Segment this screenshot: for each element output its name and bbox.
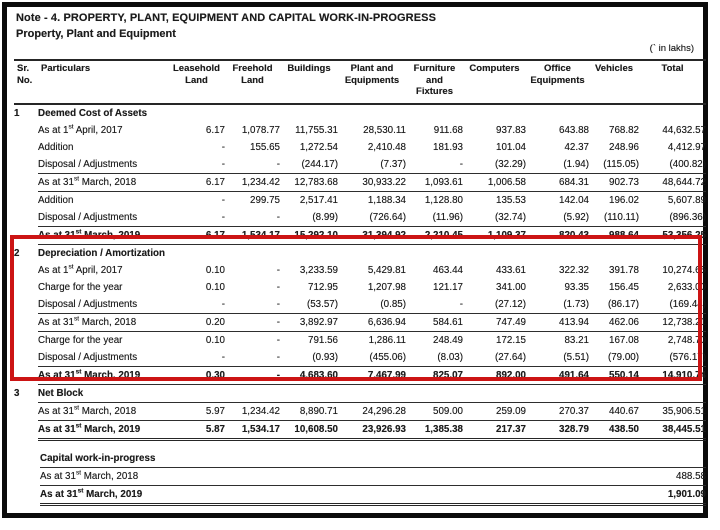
cell-value: (1.94) xyxy=(563,159,589,170)
cell-value: (896.36) xyxy=(669,212,706,223)
cell-value: 0.10 xyxy=(205,265,225,276)
cell-value: (32.29) xyxy=(494,159,526,170)
cell-value: 101.04 xyxy=(496,142,526,153)
sr-cell xyxy=(14,349,38,367)
cell-value: 1,093.61 xyxy=(406,174,463,192)
cell-value: 1,901.09 xyxy=(667,489,706,500)
table-row xyxy=(14,174,706,192)
cell-value: (455.06) xyxy=(369,352,406,363)
cell-value: 135.53 xyxy=(496,195,526,206)
cell-value: 988.64 xyxy=(589,227,639,245)
column-header: Plant and Equipments xyxy=(338,60,406,104)
sr-cell xyxy=(14,262,38,279)
cell-value: 4,412.97 xyxy=(667,142,706,153)
row-label: Addition xyxy=(38,142,74,153)
row-label: Disposal / Adjustments xyxy=(38,212,138,223)
table-row xyxy=(14,156,706,174)
cell-value: 2,517.41 xyxy=(299,195,338,206)
cell-value: 1,109.37 xyxy=(463,227,526,245)
sr-cell xyxy=(14,192,38,210)
row-label: As at 31st March, 2018 xyxy=(38,314,168,332)
cell-value: - xyxy=(221,212,225,223)
cell-value: 463.44 xyxy=(433,265,463,276)
sr-cell xyxy=(14,227,38,245)
row-label: Disposal / Adjustments xyxy=(38,159,138,170)
sr-cell xyxy=(14,209,38,227)
section-number: 1 xyxy=(14,108,20,119)
table-header xyxy=(14,60,706,104)
cell-value: (576.17) xyxy=(669,352,706,363)
cwip-block xyxy=(40,450,706,506)
cell-value: (0.93) xyxy=(312,352,338,363)
cell-value: (726.64) xyxy=(369,212,406,223)
cell-value: (7.37) xyxy=(380,159,406,170)
document-frame xyxy=(2,2,708,518)
cell-value: 5.97 xyxy=(168,403,225,421)
cell-value: 1,385.38 xyxy=(406,421,463,440)
cwip-rows xyxy=(40,468,706,506)
cell-value: 712.95 xyxy=(308,282,338,293)
section-heading: Depreciation / Amortization xyxy=(38,248,166,259)
cell-value: 14,910.74 xyxy=(639,367,706,385)
cell-value: 53,356.25 xyxy=(639,227,706,245)
cell-value: (400.82) xyxy=(669,159,706,170)
cell-value: 6,636.94 xyxy=(338,314,406,332)
column-header: Office Equipments xyxy=(526,60,589,104)
cell-value: 7,467.99 xyxy=(338,367,406,385)
cell-value: 155.65 xyxy=(250,142,280,153)
cell-value: 584.61 xyxy=(406,314,463,332)
cell-value: 8,890.71 xyxy=(280,403,338,421)
cell-value: (5.51) xyxy=(563,352,589,363)
cell-value: - xyxy=(225,314,280,332)
row-label: Charge for the year xyxy=(38,282,123,293)
cell-value: 259.09 xyxy=(463,403,526,421)
cell-value: 488.58 xyxy=(676,471,706,482)
cell-value: 0.10 xyxy=(205,282,225,293)
cell-value: 12,783.68 xyxy=(280,174,338,192)
cell-value: - xyxy=(225,367,280,385)
cell-value: (27.64) xyxy=(494,352,526,363)
section-header-row xyxy=(14,245,706,263)
column-header: Furniture and Fixtures xyxy=(406,60,463,104)
sr-cell xyxy=(14,122,38,139)
cell-value: 550.14 xyxy=(589,367,639,385)
cell-value: 937.83 xyxy=(496,125,526,136)
cell-value: - xyxy=(221,299,225,310)
cell-value: 142.04 xyxy=(559,195,589,206)
cell-value: 391.78 xyxy=(609,265,639,276)
cell-value: 30,933.22 xyxy=(338,174,406,192)
cwip-row xyxy=(40,486,706,506)
cell-value: 1,234.42 xyxy=(225,174,280,192)
cell-value: 10,608.50 xyxy=(280,421,338,440)
row-label: As at 1st April, 2017 xyxy=(38,123,123,136)
section-header-row xyxy=(14,104,706,122)
cell-value: 44,632.57 xyxy=(662,125,706,136)
sr-cell xyxy=(14,403,38,421)
cell-value: 6.17 xyxy=(168,227,225,245)
table-row xyxy=(14,139,706,156)
row-label: As at 31st March, 2019 xyxy=(38,367,168,385)
cell-value: 684.31 xyxy=(526,174,589,192)
cell-value: 5,429.81 xyxy=(367,265,406,276)
sr-cell xyxy=(14,332,38,350)
cell-value: - xyxy=(276,299,280,310)
cell-value: 1,006.58 xyxy=(463,174,526,192)
table-row xyxy=(14,314,706,332)
cell-value: 820.43 xyxy=(526,227,589,245)
cell-value: 1,234.42 xyxy=(225,403,280,421)
section-subtitle: Property, Plant and Equipment xyxy=(16,28,176,40)
cell-value: - xyxy=(221,159,225,170)
row-label: Charge for the year xyxy=(38,335,123,346)
section-number: 2 xyxy=(14,247,20,259)
cell-value: - xyxy=(276,159,280,170)
cell-value: 2,748.70 xyxy=(667,335,706,346)
table-row xyxy=(14,296,706,314)
row-label: Addition xyxy=(38,195,74,206)
column-header: Leasehold Land xyxy=(168,60,225,104)
row-label: As at 31st March, 2018 xyxy=(38,403,168,421)
sr-cell xyxy=(14,296,38,314)
cwip-heading: Capital work-in-progress xyxy=(40,450,706,468)
cell-value: (11.96) xyxy=(432,212,463,223)
cell-value: 181.93 xyxy=(433,142,463,153)
cell-value: 825.07 xyxy=(406,367,463,385)
cell-value: - xyxy=(459,299,463,310)
row-label: Disposal / Adjustments xyxy=(38,299,138,310)
cell-value: 438.50 xyxy=(589,421,639,440)
cell-value: (169.44) xyxy=(669,299,706,310)
cell-value: 509.00 xyxy=(406,403,463,421)
cell-value: (53.57) xyxy=(306,299,338,310)
cell-value: 433.61 xyxy=(496,265,526,276)
document-content xyxy=(7,7,706,513)
cell-value: (244.17) xyxy=(301,159,338,170)
sr-cell xyxy=(14,314,38,332)
cell-value: 2,210.45 xyxy=(406,227,463,245)
cell-value: 902.73 xyxy=(589,174,639,192)
cell-value: 5,607.89 xyxy=(667,195,706,206)
cell-value: 31,394.92 xyxy=(338,227,406,245)
cell-value: 156.45 xyxy=(609,282,639,293)
cell-value: - xyxy=(276,335,280,346)
cell-value: (27.12) xyxy=(494,299,526,310)
cell-value: 643.88 xyxy=(559,125,589,136)
cell-value: - xyxy=(276,265,280,276)
table-row xyxy=(14,349,706,367)
cell-value: 0.20 xyxy=(168,314,225,332)
cell-value: 1,272.54 xyxy=(299,142,338,153)
sr-cell xyxy=(14,421,38,440)
row-label: As at 31st March, 2019 xyxy=(38,227,168,245)
cell-value: 322.32 xyxy=(559,265,589,276)
cell-value: 413.94 xyxy=(526,314,589,332)
cwip-row xyxy=(40,468,706,486)
cell-value: - xyxy=(221,352,225,363)
column-header: Buildings xyxy=(280,60,338,104)
row-label: As at 31st March, 2019 xyxy=(40,487,143,500)
cell-value: 83.21 xyxy=(564,335,589,346)
cell-value: - xyxy=(276,212,280,223)
cell-value: - xyxy=(276,282,280,293)
row-label: As at 31st March, 2018 xyxy=(40,469,139,482)
row-label: As at 1st April, 2017 xyxy=(38,263,123,276)
cell-value: 217.37 xyxy=(463,421,526,440)
cell-value: 35,906.51 xyxy=(639,403,706,421)
cell-value: 747.49 xyxy=(463,314,526,332)
cell-value: 172.15 xyxy=(496,335,526,346)
cell-value: 0.30 xyxy=(168,367,225,385)
cell-value: 462.06 xyxy=(589,314,639,332)
cell-value: 491.64 xyxy=(526,367,589,385)
cell-value: 24,296.28 xyxy=(338,403,406,421)
cell-value: 911.68 xyxy=(433,125,463,136)
cell-value: 1,534.17 xyxy=(225,227,280,245)
unit-note: (` in lakhs) xyxy=(649,43,694,54)
cell-value: (86.17) xyxy=(607,299,639,310)
cell-value: 299.75 xyxy=(250,195,280,206)
section-header-row xyxy=(14,385,706,403)
table-row xyxy=(14,227,706,245)
cell-value: (1.73) xyxy=(563,299,589,310)
cell-value: 2,633.00 xyxy=(667,282,706,293)
ppe-table xyxy=(14,59,706,441)
cell-value: (79.00) xyxy=(607,352,639,363)
cell-value: 121.17 xyxy=(433,282,463,293)
table-row xyxy=(14,367,706,385)
table-row xyxy=(14,192,706,210)
cell-value: 48,644.72 xyxy=(639,174,706,192)
cell-value: (0.85) xyxy=(380,299,406,310)
cell-value: (5.92) xyxy=(563,212,589,223)
cell-value: 1,188.34 xyxy=(367,195,406,206)
cell-value: 328.79 xyxy=(526,421,589,440)
cell-value: 6.17 xyxy=(168,174,225,192)
cell-value: 3,892.97 xyxy=(280,314,338,332)
cell-value: 38,445.51 xyxy=(639,421,706,440)
sr-cell xyxy=(14,279,38,296)
row-label: Disposal / Adjustments xyxy=(38,352,138,363)
cell-value: 23,926.93 xyxy=(338,421,406,440)
cell-value: 5.87 xyxy=(168,421,225,440)
cell-value: 440.67 xyxy=(589,403,639,421)
cell-value: 11,755.31 xyxy=(295,125,338,136)
cell-value: - xyxy=(221,142,225,153)
cell-value: 1,207.98 xyxy=(367,282,406,293)
table-body xyxy=(14,104,706,440)
cell-value: 1,286.11 xyxy=(368,335,406,346)
sr-cell xyxy=(14,367,38,385)
cell-value: (8.99) xyxy=(312,212,338,223)
cell-value: 93.35 xyxy=(564,282,589,293)
row-label: As at 31st March, 2018 xyxy=(38,174,168,192)
table-row xyxy=(14,421,706,440)
row-label: As at 31st March, 2019 xyxy=(38,421,168,440)
cell-value: 341.00 xyxy=(496,282,526,293)
cell-value: 1,078.77 xyxy=(241,125,280,136)
cell-value: - xyxy=(221,195,225,206)
table-row xyxy=(14,209,706,227)
cell-value: 3,233.59 xyxy=(299,265,338,276)
cell-value: - xyxy=(276,352,280,363)
cell-value: 6.17 xyxy=(205,125,225,136)
column-header: Computers xyxy=(463,60,526,104)
cell-value: 1,534.17 xyxy=(225,421,280,440)
cell-value: 42.37 xyxy=(564,142,589,153)
section-number: 3 xyxy=(14,388,20,399)
cell-value: (115.05) xyxy=(603,159,639,170)
column-header: Freehold Land xyxy=(225,60,280,104)
table-row xyxy=(14,332,706,350)
table-row xyxy=(14,403,706,421)
cell-value: 196.02 xyxy=(609,195,639,206)
cell-value: 0.10 xyxy=(205,335,225,346)
header-row xyxy=(14,60,706,104)
cell-value: 248.49 xyxy=(433,335,463,346)
cell-value: (32.74) xyxy=(494,212,526,223)
cell-value: 167.08 xyxy=(609,335,639,346)
sr-cell xyxy=(14,139,38,156)
table-row xyxy=(14,262,706,279)
cell-value: 1,128.80 xyxy=(424,195,463,206)
column-header: Total xyxy=(639,60,706,104)
cell-value: 12,738.21 xyxy=(639,314,706,332)
table-row xyxy=(14,122,706,139)
cell-value: 892.00 xyxy=(463,367,526,385)
cell-value: 10,274.65 xyxy=(662,265,706,276)
cell-value: 270.37 xyxy=(526,403,589,421)
sr-cell xyxy=(14,156,38,174)
cell-value: 28,530.11 xyxy=(363,125,406,136)
cell-value: (110.11) xyxy=(603,212,639,223)
cell-value: 248.96 xyxy=(609,142,639,153)
sr-cell xyxy=(14,174,38,192)
table-row xyxy=(14,279,706,296)
cell-value: 768.82 xyxy=(609,125,639,136)
section-heading: Deemed Cost of Assets xyxy=(38,108,148,119)
cell-value: 791.56 xyxy=(308,335,338,346)
column-header: Vehicles xyxy=(589,60,639,104)
cell-value: 2,410.48 xyxy=(367,142,406,153)
cell-value: - xyxy=(459,159,463,170)
section-heading: Net Block xyxy=(38,388,84,399)
note-title: Note - 4. PROPERTY, PLANT, EQUIPMENT AND CAPITAL WORK-IN-PROGRESS xyxy=(16,12,437,24)
column-header: Sr. No. xyxy=(14,60,38,104)
cell-value: (8.03) xyxy=(437,352,463,363)
cell-value: 15,292.10 xyxy=(280,227,338,245)
cell-value: 4,683.60 xyxy=(280,367,338,385)
column-header: Particulars xyxy=(38,60,168,104)
